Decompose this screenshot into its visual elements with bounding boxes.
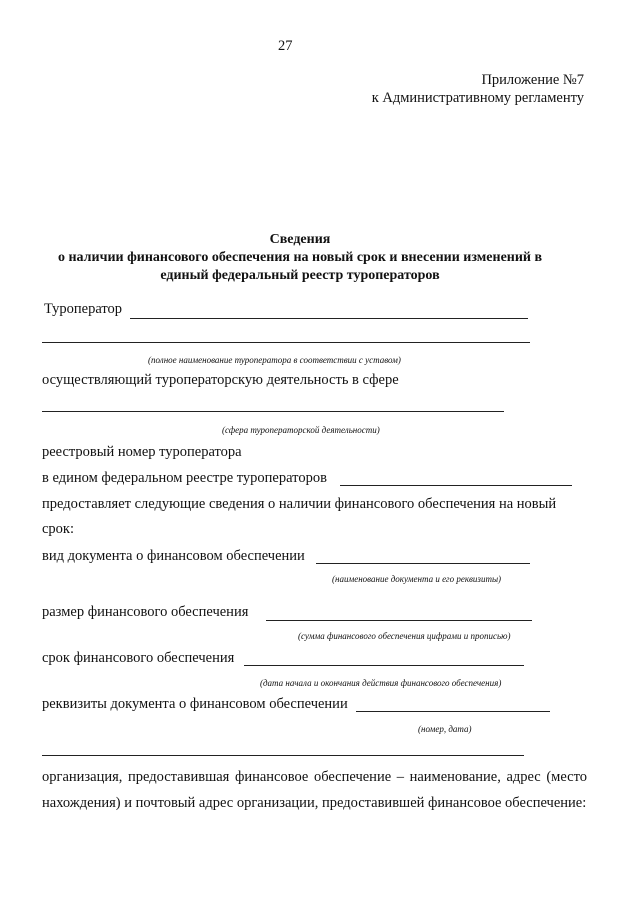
- amount-field-line[interactable]: [266, 620, 532, 621]
- amount-note: (сумма финансового обеспечения цифрами и прописью): [298, 631, 511, 641]
- registry-field-line[interactable]: [340, 485, 572, 486]
- activity-note: (сфера туроператорской деятельности): [222, 425, 380, 435]
- registry-label-line-2: в едином федеральном реестре туроператоров: [42, 470, 327, 486]
- touroperator-field-line-2[interactable]: [42, 342, 530, 343]
- doc-details-label: реквизиты документа о финансовом обеспечении: [42, 696, 348, 712]
- touroperator-label: Туроператор: [44, 301, 123, 317]
- doc-details-field-line-2[interactable]: [42, 755, 524, 756]
- title-line-2: о наличии финансового обеспечения на новый срок и внесении изменений в: [57, 250, 543, 265]
- registry-label-line-1: реестровый номер туроператора: [42, 444, 242, 460]
- doc-type-label: вид документа о финансовом обеспечении: [42, 548, 305, 564]
- amount-label: размер финансового обеспечения: [42, 604, 249, 620]
- doc-details-field-line[interactable]: [356, 711, 550, 712]
- provides-line-2: срок:: [42, 521, 75, 537]
- term-label: срок финансового обеспечения: [42, 650, 235, 666]
- organization-text: организация, предоставившая финансовое обеспечение – наименование, адрес (место нахождения) и почтовый адрес организации, предоставившей финансовое обеспечение:: [42, 769, 587, 811]
- appendix-line-1: Приложение №7: [481, 72, 584, 88]
- activity-label: осуществляющий туроператорскую деятельность в сфере: [42, 372, 399, 388]
- appendix-line-2: к Административному регламенту: [371, 90, 584, 106]
- touroperator-field-line[interactable]: [130, 318, 528, 319]
- touroperator-note: (полное наименование туроператора в соответствии с уставом): [148, 355, 401, 365]
- term-note: (дата начала и окончания действия финансового обеспечения): [260, 678, 502, 688]
- doc-type-field-line[interactable]: [316, 563, 530, 564]
- doc-type-note: (наименование документа и его реквизиты): [332, 574, 502, 584]
- provides-line-1: предоставляет следующие сведения о наличии финансового обеспечения на новый: [42, 496, 557, 512]
- activity-field-line[interactable]: [42, 411, 504, 412]
- doc-details-note: (номер, дата): [418, 724, 472, 734]
- title-line-3: единый федеральный реестр туроператоров: [160, 268, 440, 283]
- term-field-line[interactable]: [244, 665, 524, 666]
- title-line-1: Сведения: [269, 232, 331, 247]
- page-number: 27: [278, 38, 293, 54]
